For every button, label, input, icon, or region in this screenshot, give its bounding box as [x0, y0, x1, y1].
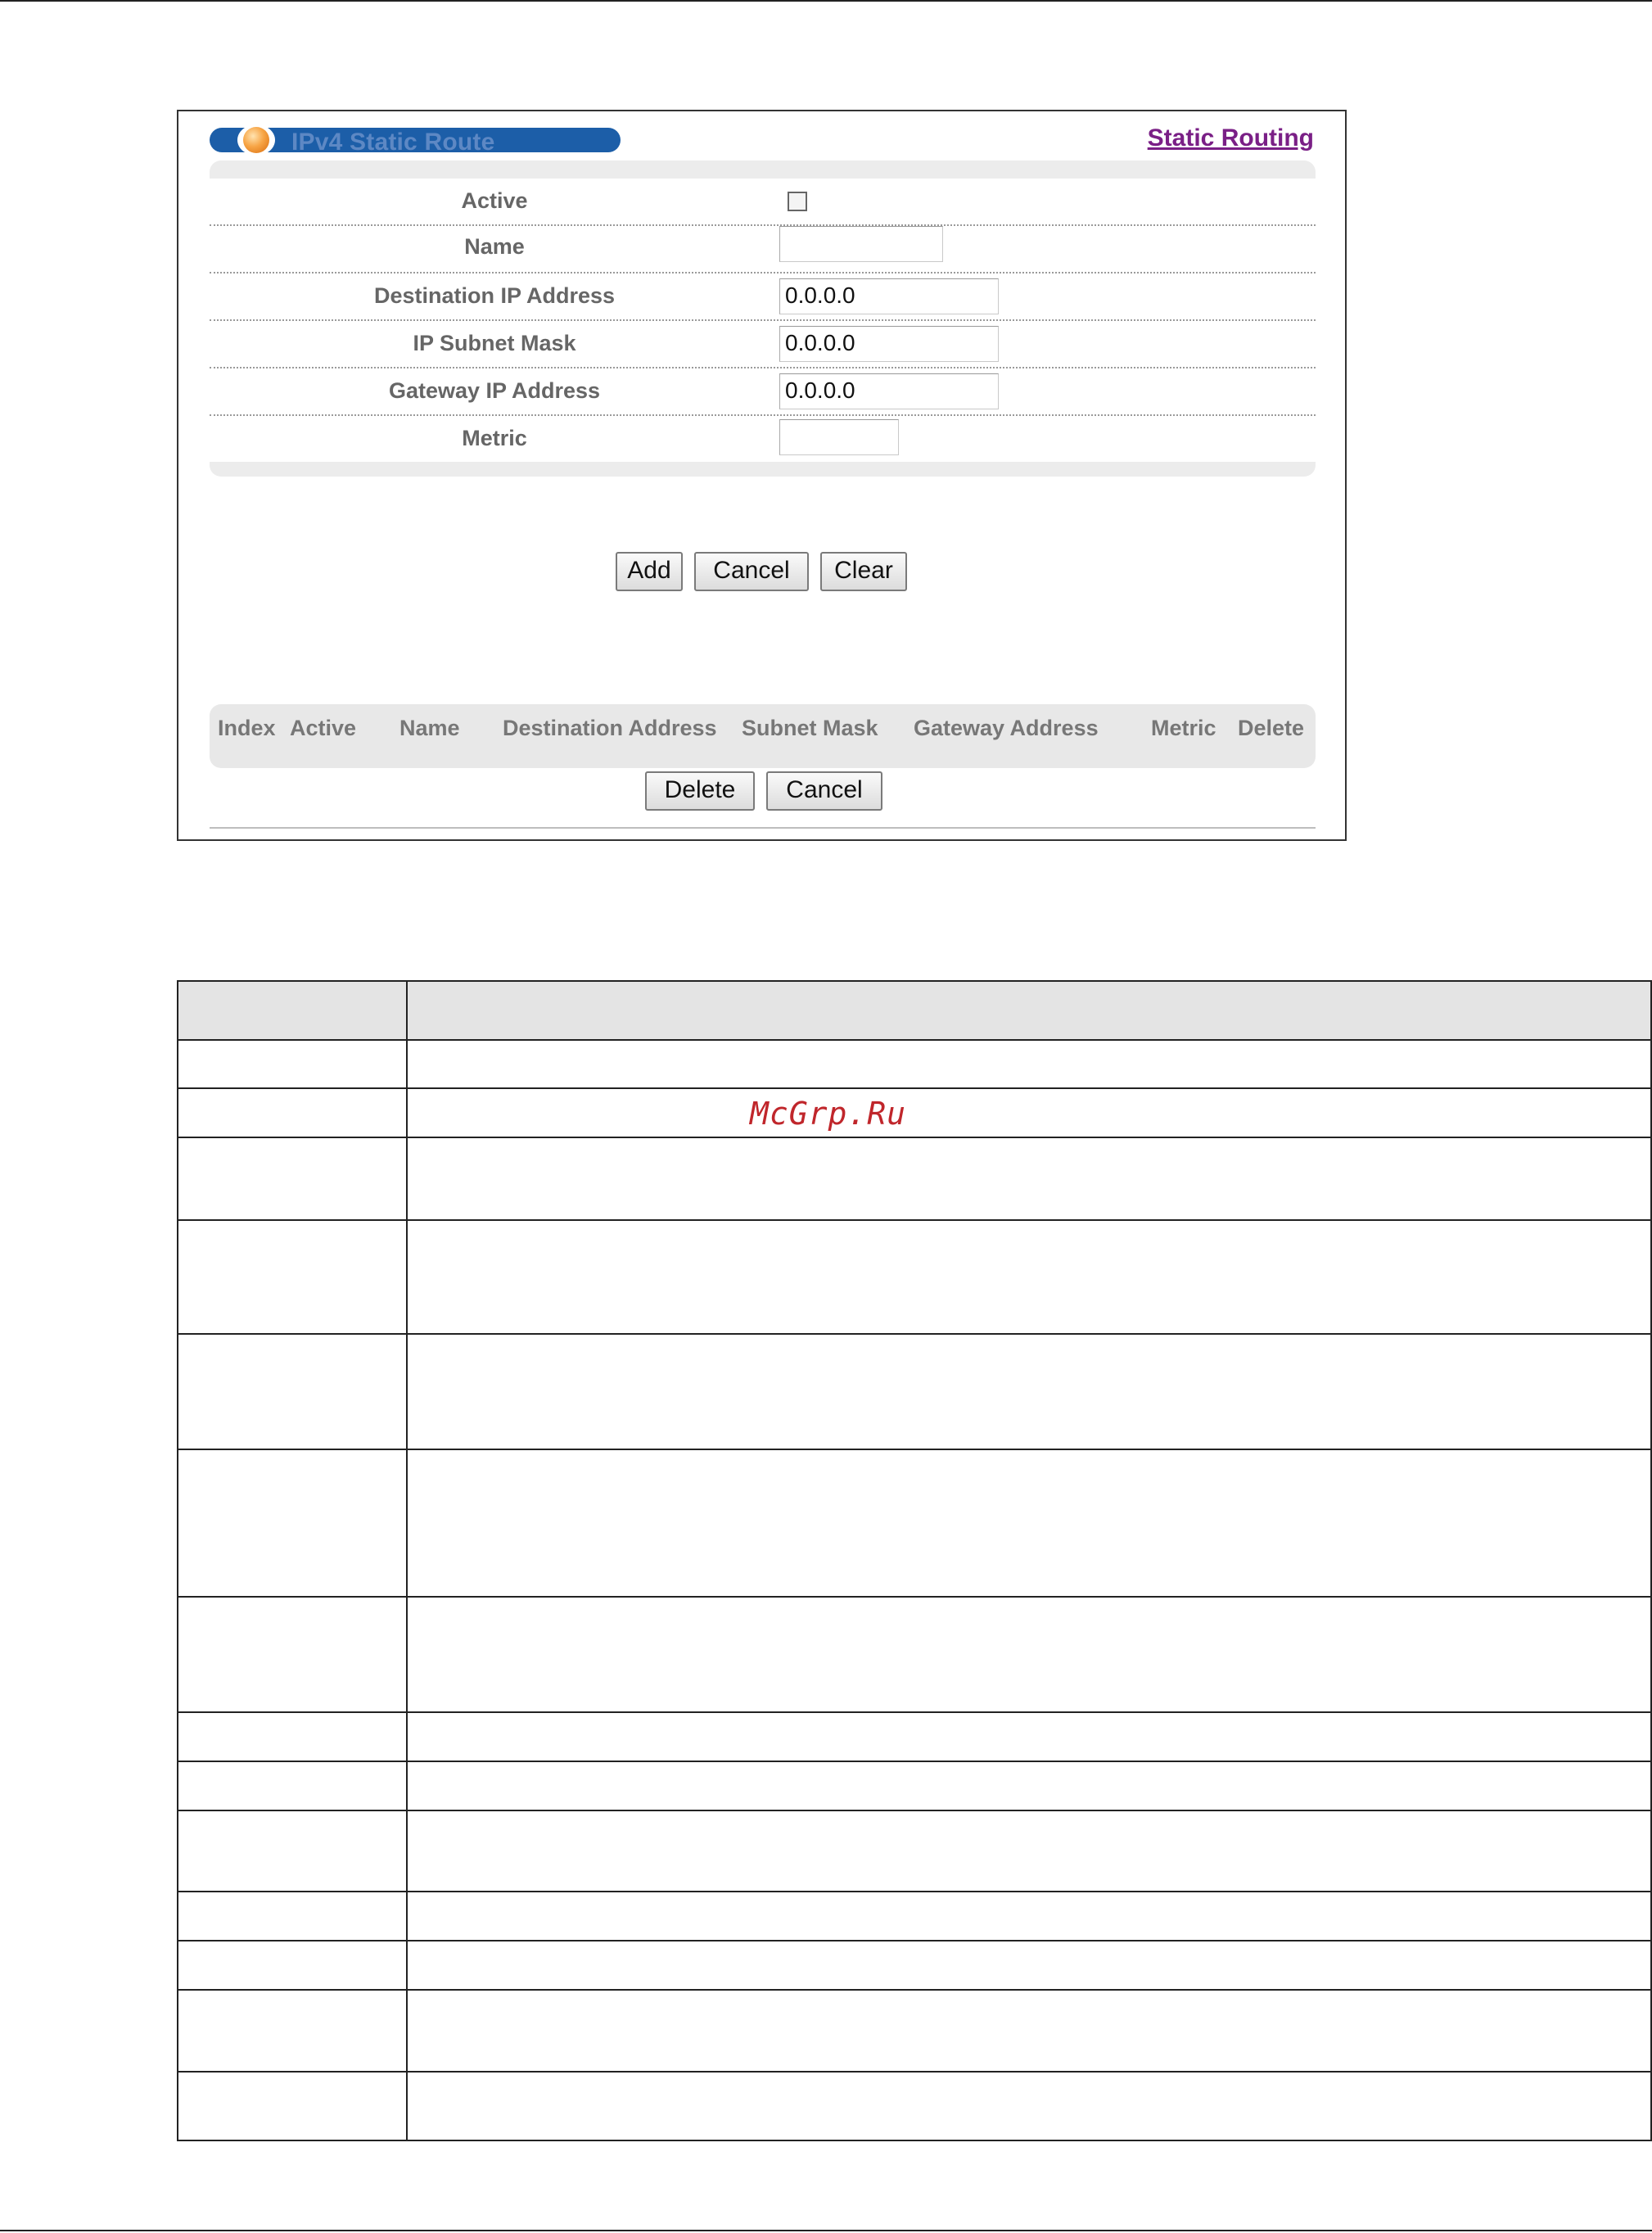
page-bottom-rule	[0, 2230, 1652, 2231]
table-cell	[178, 1990, 407, 2071]
table-row	[178, 1449, 1651, 1598]
gateway-ip-field[interactable]: 0.0.0.0	[779, 373, 999, 409]
column-delete: Delete	[1238, 716, 1305, 740]
route-form-body	[210, 179, 1316, 462]
table-cell	[178, 981, 407, 1040]
table-row	[178, 1892, 1651, 1941]
metric-label: Metric	[462, 426, 527, 450]
table-row	[178, 1990, 1651, 2071]
active-label: Active	[461, 188, 528, 213]
table-cell	[407, 1040, 1651, 1088]
form-row-metric	[210, 416, 1316, 462]
column-subnet-mask: Subnet Mask	[742, 716, 878, 740]
table-header-row	[178, 981, 1651, 1040]
column-gateway-address: Gateway Address	[914, 716, 1099, 740]
table-row	[178, 1597, 1651, 1712]
table-row	[178, 2072, 1651, 2140]
route-form	[210, 160, 1316, 477]
active-checkbox[interactable]	[788, 192, 807, 211]
panel-footer-line	[210, 827, 1316, 829]
table-row	[178, 1137, 1651, 1220]
title-bar	[210, 128, 621, 156]
column-destination-address: Destination Address	[503, 716, 717, 740]
static-route-screen	[177, 110, 1347, 841]
table-cell	[178, 1137, 407, 1220]
table-cell	[178, 1220, 407, 1334]
table-row	[178, 1761, 1651, 1810]
table-cell	[407, 1088, 1651, 1137]
form-row-destination	[210, 273, 1316, 321]
static-routing-link[interactable]: Static Routing	[1147, 124, 1314, 151]
orb-icon	[237, 124, 275, 156]
add-button[interactable]: Add	[616, 552, 683, 591]
table-cell	[178, 2072, 407, 2140]
table-cell	[178, 1761, 407, 1810]
cancel-button[interactable]: Cancel	[694, 552, 809, 591]
form-row-gateway	[210, 368, 1316, 416]
table-cell	[407, 1220, 1651, 1334]
destination-ip-field[interactable]: 0.0.0.0	[779, 278, 999, 314]
name-field[interactable]	[779, 226, 943, 262]
table-cell	[407, 1892, 1651, 1941]
page-title: IPv4 Static Route	[291, 129, 495, 156]
table-cell	[407, 1597, 1651, 1712]
table-row	[178, 1941, 1651, 1990]
column-metric: Metric	[1151, 716, 1216, 740]
column-index: Index	[218, 716, 276, 740]
table-row	[178, 1040, 1651, 1088]
table-cell	[178, 1334, 407, 1449]
list-cancel-button[interactable]: Cancel	[766, 771, 882, 811]
table-cell	[178, 1810, 407, 1892]
subnet-mask-label: IP Subnet Mask	[413, 331, 576, 355]
form-row-name	[210, 226, 1316, 273]
metric-field[interactable]	[779, 419, 899, 455]
delete-button[interactable]: Delete	[645, 771, 755, 811]
table-cell	[407, 1761, 1651, 1810]
table-cell	[178, 1712, 407, 1761]
table-cell	[407, 2072, 1651, 2140]
table-row	[178, 1088, 1651, 1137]
table-cell	[178, 1040, 407, 1088]
table-cell	[178, 1892, 407, 1941]
destination-ip-label: Destination IP Address	[373, 283, 616, 308]
table-cell	[407, 1712, 1651, 1761]
description-table	[177, 980, 1652, 2141]
form-row-active	[210, 179, 1316, 226]
table-row	[178, 1712, 1651, 1761]
watermark: McGrp.Ru	[750, 1096, 907, 1132]
table-cell	[407, 1137, 1651, 1220]
table-cell	[407, 1941, 1651, 1990]
gateway-ip-label: Gateway IP Address	[388, 378, 601, 403]
table-cell	[178, 1597, 407, 1712]
column-active: Active	[290, 716, 357, 740]
table-row	[178, 1334, 1651, 1449]
route-list-header	[210, 704, 1316, 768]
table-cell	[178, 1088, 407, 1137]
name-label: Name	[464, 234, 525, 259]
table-cell	[407, 1990, 1651, 2071]
form-row-subnet	[210, 321, 1316, 368]
clear-button[interactable]: Clear	[820, 552, 907, 591]
table-cell	[407, 1334, 1651, 1449]
table-cell	[178, 1449, 407, 1598]
subnet-mask-field[interactable]: 0.0.0.0	[779, 326, 999, 362]
table-cell	[407, 1810, 1651, 1892]
table-cell	[178, 1941, 407, 1990]
table-cell	[407, 981, 1651, 1040]
page-top-rule	[0, 0, 1652, 2]
table-cell	[407, 1449, 1651, 1598]
table-row	[178, 1810, 1651, 1892]
table-row	[178, 1220, 1651, 1334]
column-name: Name	[399, 716, 460, 740]
